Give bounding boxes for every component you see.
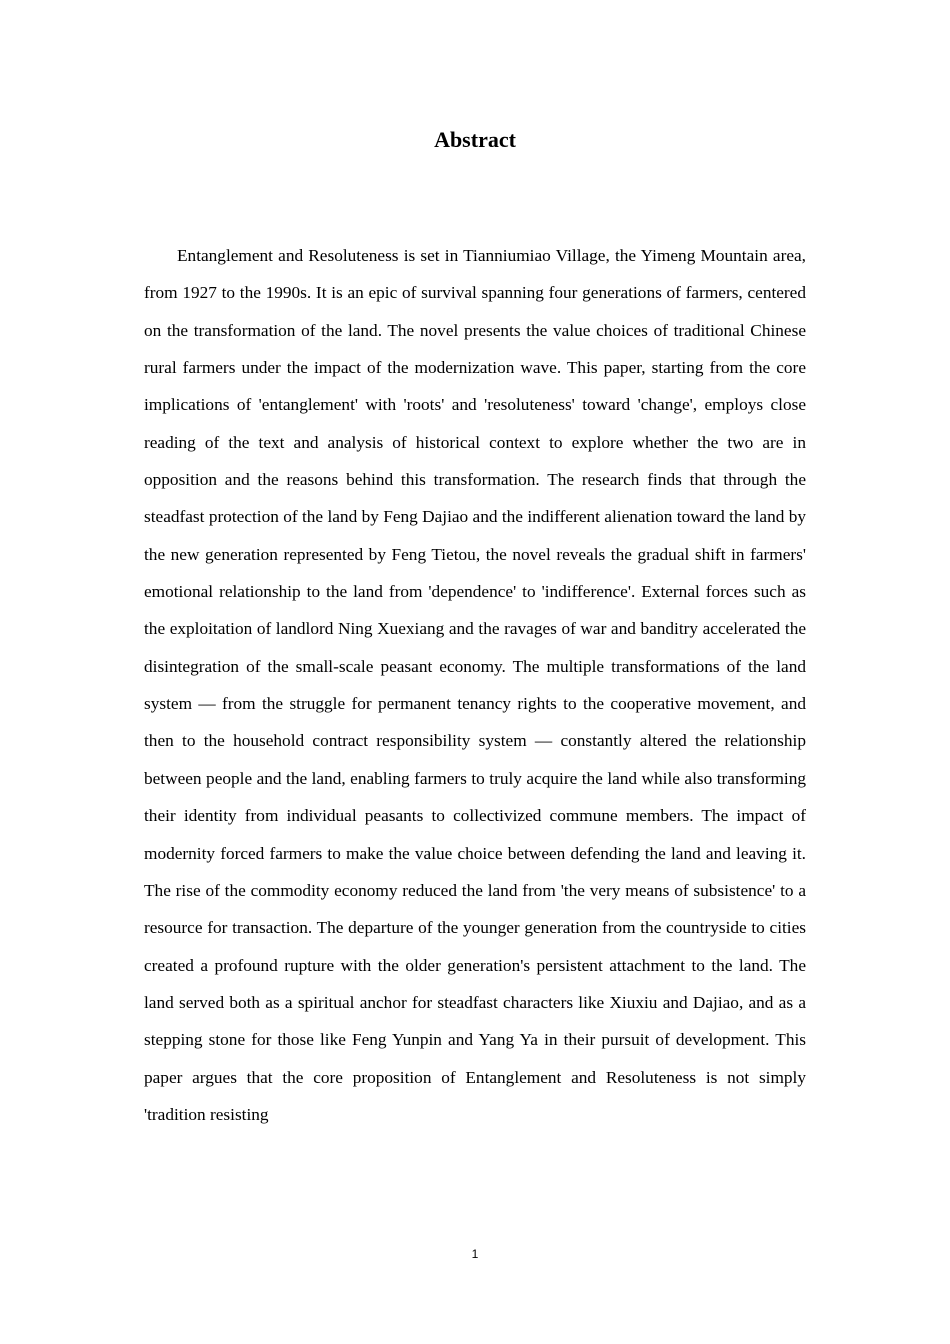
abstract-body-paragraph: Entanglement and Resoluteness is set in Tianniumiao Village, the Yimeng Mountain area, from 1927 to the 1990s. It is an epic of survival spanning four generations of farmers, centered on the transformation of the land. The novel presents the value choices of traditional Chinese rural farmers under the impact of the modernization wave. This paper, starting from the core implications of 'entanglement' with 'roots' and 'resoluteness' toward 'change', employs close reading of the text and analysis of historical context to explore whether the two are in opposition and the reasons behind this transformation. The research finds that through the steadfast protection of the land by Feng Dajiao and the indifferent alienation toward the land by the new generation represented by Feng Tietou, the novel reveals the gradual shift in farmers' emotional relationship to the land from 'dependence' to 'indifference'. External forces such as the exploitation of landlord Ning Xuexiang and the ravages of war and banditry accelerated the disintegration of the small-scale peasant economy. The multiple transformations of the land system — from the struggle for permanent tenancy rights to the cooperative movement, and then to the household contract responsibility system — constantly altered the relationship between people and the land, enabling farmers to truly acquire the land while also transforming their identity from individual peasants to collectivized commune members. The impact of modernity forced farmers to make the value choice between defending the land and leaving it. The rise of the commodity economy reduced the land from 'the very means of subsistence' to a resource for transaction. The departure of the younger generation from the countryside to cities created a profound rupture with the older generation's persistent attachment to the land. The land served both as a spiritual anchor for steadfast characters like Xiuxiu and Dajiao, and as a stepping stone for those like Feng Yunpin and Yang Ya in their pursuit of development. This paper argues that the core proposition of Entanglement and Resoluteness is not simply 'tradition resisting [144, 246, 806, 1124]
abstract-title: Abstract [434, 127, 516, 152]
page-number: 1 [471, 1247, 479, 1261]
